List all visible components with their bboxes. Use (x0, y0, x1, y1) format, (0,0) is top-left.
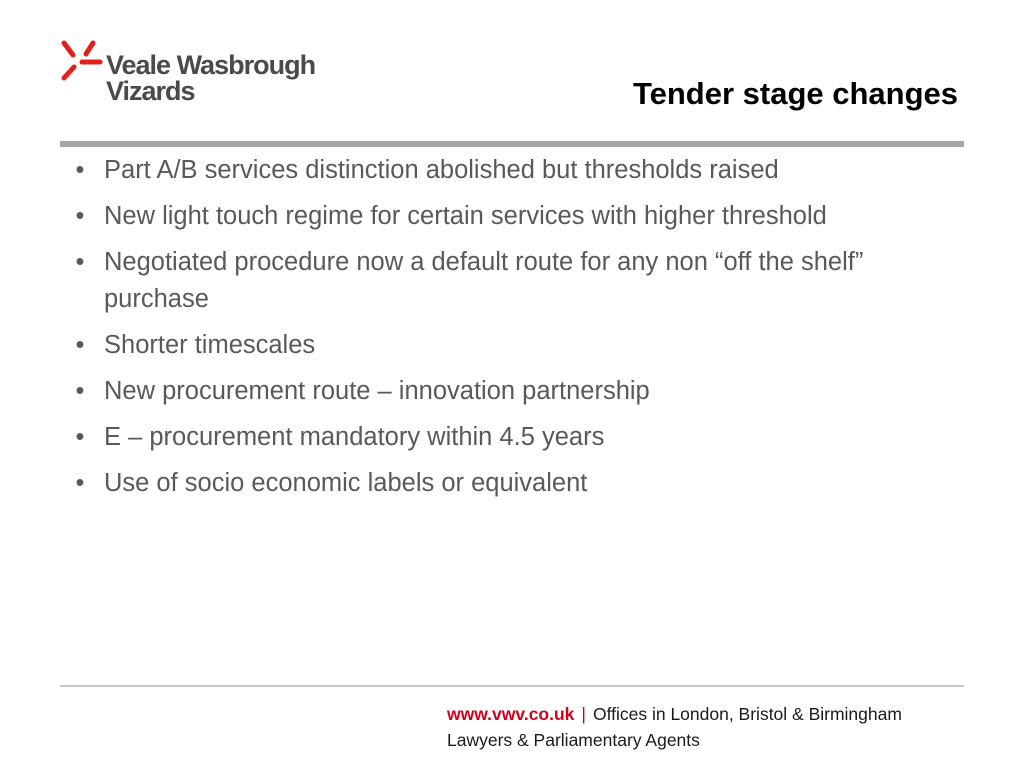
bullet-dot: • (75, 331, 85, 359)
slide-title: Tender stage changes (632, 76, 958, 111)
bullet-item: • Shorter timescales (60, 327, 960, 364)
header-divider (60, 141, 964, 147)
website-link[interactable]: www.vwv.co.uk (447, 704, 575, 724)
bullet-item: • Use of socio economic labels or equivalent (60, 465, 960, 502)
bullet-dot: • (75, 469, 85, 497)
footer-separator: | (581, 704, 586, 724)
offices-text: Offices in London, Bristol & Birmingham (592, 704, 902, 724)
bullet-list (60, 152, 960, 511)
bullet-dot: • (75, 423, 85, 451)
footer-tagline: Lawyers & Parliamentary Agents (447, 730, 700, 750)
bullet-item: • New procurement route – innovation partnership (60, 373, 960, 410)
bullet-dot: • (75, 248, 85, 276)
logo-mark-icon (60, 40, 104, 82)
logo-line-1: Veale Wasbrough (106, 50, 316, 80)
bullet-dot: • (75, 377, 85, 405)
footer-line-1 (447, 701, 977, 727)
bullet-item: • Negotiated procedure now a default route for any non “off the shelf” purchase (60, 244, 960, 318)
company-logo (60, 38, 320, 108)
logo-text (106, 52, 315, 104)
logo-line-2: Vizards (106, 76, 195, 106)
bullet-item: • New light touch regime for certain services with higher threshold (60, 198, 960, 235)
bullet-dot: • (75, 156, 85, 184)
bullet-item: • E – procurement mandatory within 4.5 years (60, 419, 960, 456)
footer (447, 701, 977, 753)
footer-divider (60, 685, 964, 687)
bullet-dot: • (75, 202, 85, 230)
bullet-item: • Part A/B services distinction abolished but thresholds raised (60, 152, 960, 189)
